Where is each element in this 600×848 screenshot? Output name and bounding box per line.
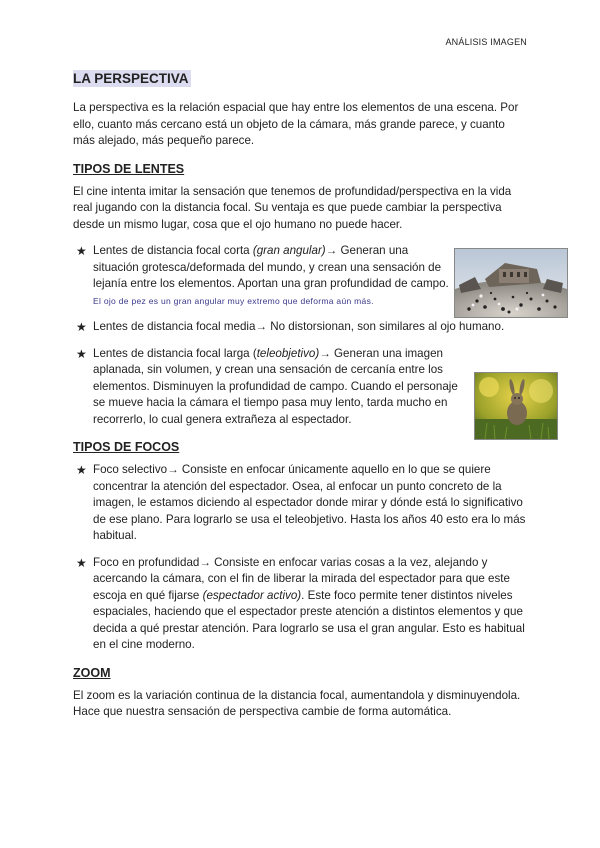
page-header: ANÁLISIS IMAGEN xyxy=(445,37,527,47)
bullet-lead: Lentes de distancia focal corta xyxy=(93,244,253,257)
bullet-focal-larga xyxy=(73,346,468,429)
star-icon: ★ xyxy=(76,463,87,477)
bullet-italic: teleobjetivo) xyxy=(256,346,320,360)
bullet-focal-corta xyxy=(73,243,453,309)
bullet-lead: Foco selectivo→ Consiste en enfocar únicamente aquello en lo que se quiere concentrar la atención del espectador. Osea, al enfocar un punto concreto de la imagen, le estamos diciendo al espectador donde mirar y dónde está lo significativo de ese plano. Para lograrlo se usa el teleobjetivo. Hasta los años 40 esto era lo más habitual. xyxy=(93,463,526,542)
bullet-rest: . Este foco permite tener distintos niveles espaciales, haciendo que el espectador preste atención a distintos elementos y que decida a qué prestar atención. Para lograrlo se usa el gran angular. Esto es habitual en el cine moderno. xyxy=(93,588,525,651)
bullet-lead: Foco en profundidad→ Consiste en enfocar varias cosas a la vez, alejando y acercando la cámara, con el fin de liberar la mirada del espectador para que este escoja en qué fijarse xyxy=(93,555,510,602)
star-icon: ★ xyxy=(76,320,87,334)
bullet-italic: (espectador activo) xyxy=(202,588,302,602)
bullet-lead: Lentes de distancia focal media xyxy=(93,320,256,333)
bullet-foco-profundidad xyxy=(73,555,528,654)
star-icon: ★ xyxy=(76,346,87,361)
document-body xyxy=(73,70,528,721)
bullet-rest: → No distorsionan, son similares al ojo humano. xyxy=(255,320,505,333)
section-title-zoom: ZOOM xyxy=(73,665,111,680)
lentes-paragraph: El cine intenta imitar la sensación que tenemos de profundidad/perspectiva en la vida real jugando con la distancia focal. Su ventaja es que puede cambiar la perspectiva desde un mismo lugar, cosa que el ojo humano no puede hacer. xyxy=(73,184,512,231)
perspectiva-paragraph: La perspectiva es la relación espacial que hay entre los elementos de una escena. Por ello, cuanto más cercano está un objeto de la cámara, más grande parece, y cuanto más alejado, más pequeño parece. xyxy=(73,101,519,147)
bullet-lead: Lentes de distancia focal larga ( xyxy=(93,346,257,360)
bullet-italic: (gran angular) xyxy=(252,244,326,257)
bullet-rest: → Generan una imagen aplanada, sin volumen, y crean una sensación de cercanía entre los elementos. Disminuyen la profundidad de campo. Cuando el personaje se mueve hacia la cámara el tiempo pasa muy lento, tarda mucho en recorrerlo, lo cual genera extrañeza al espectador. xyxy=(93,346,458,426)
star-icon: ★ xyxy=(76,555,87,570)
star-icon: ★ xyxy=(76,244,87,258)
zoom-paragraph: El zoom es la variación continua de la distancia focal, aumentandola y disminuyendola. Hace que nuestra sensación de perspectiva cambie de forma automática. xyxy=(73,688,521,718)
bullet-rest: → Generan una situación grotesca/deformada del mundo, y crean una sensación de lejanía entre los elementos. Aportan una gran profundidad de campo. xyxy=(93,244,449,290)
bullet-focal-media xyxy=(73,319,528,336)
section-title-perspectiva: LA PERSPECTIVA xyxy=(73,71,189,86)
section-title-focos: TIPOS DE FOCOS xyxy=(73,440,180,454)
section-title-lentes: TIPOS DE LENTES xyxy=(73,161,185,176)
bullet-foco-selectivo xyxy=(73,462,528,545)
fisheye-note: El ojo de pez es un gran angular muy extremo que deforma aún más. xyxy=(93,295,374,306)
